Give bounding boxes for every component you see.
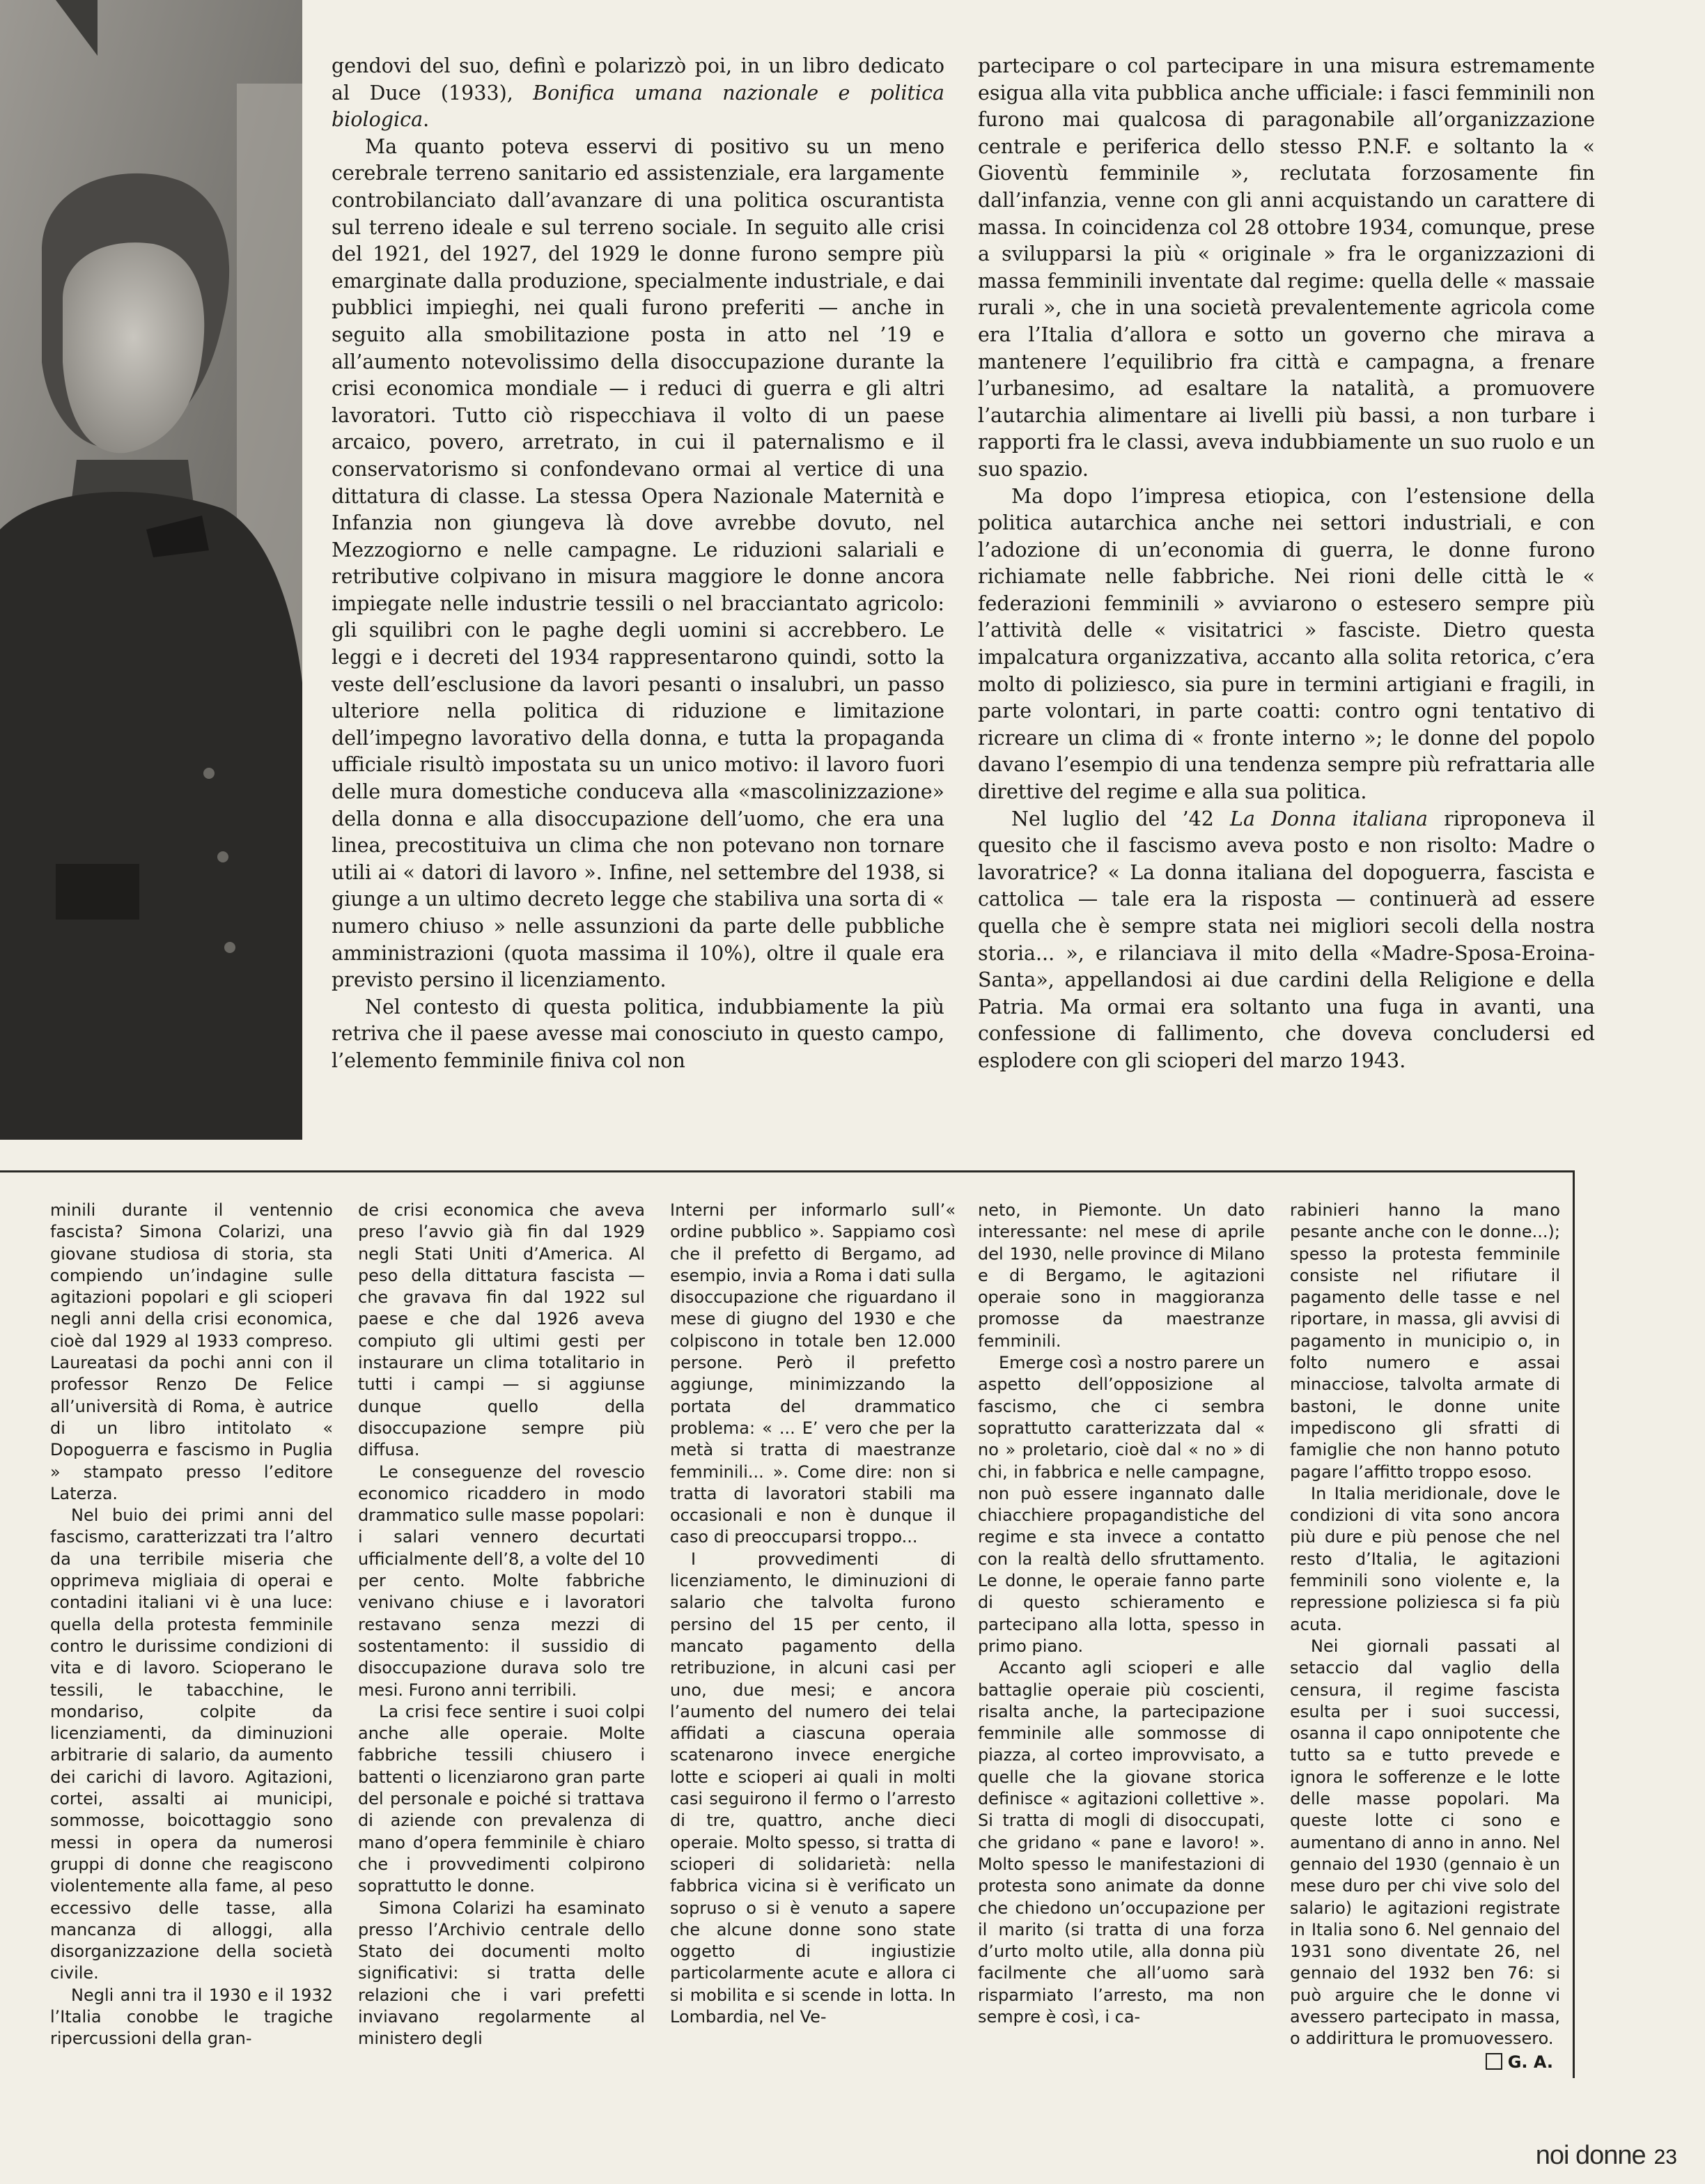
square-bullet-icon xyxy=(1486,2053,1502,2070)
paragraph: gendovi del suo, definì e polarizzò poi, in un libro dedicato al Duce (1933), Bonifica umana nazionale e politica biologica. xyxy=(332,54,944,132)
paragraph: Le conseguenze del rovescio economico ricaddero in modo drammatico sulle masse popolari: i salari vennero decurtati ufficialmente dell’8, a volte del 10 per cento. Molte fabbriche venivano chiuse e i lavoratori restavano senza mezzi di sostentamento: il sussidio di disoccupazione durava solo tre mesi. Furono anni terribili. xyxy=(358,1462,645,1700)
woman-in-uniform-photo-icon xyxy=(0,0,302,1140)
paragraph: Accanto agli scioperi e alle battaglie operaie più coscienti, risalta anche, la partecipazione femminile alle sommosse di piazza, al corteo improvvisato, a quelle che la giovane storica definisce « agitazioni collettive ». Si tratta di mogli di disoccupati, che gridano « pane e lavoro! ». Molto spesso le manifestazioni di protesta sono animate da donne che chiedono un’occupazione per il marito (si tratta di una forza d’urto molto utile, alla donna più facilmente che all’uomo sarà risparmiato l’arresto, ma non sempre è così, i ca- xyxy=(978,1658,1265,2027)
paragraph: Nei giornali passati al setaccio dal vaglio della censura, il regime fascista esulta per i suoi successi, osanna il capo onnipotente che tutto sa e tutto prevede e ignora le sofferenze e le lotte delle masse popolari. Ma queste lotte ci sono e aumentano di anno in anno. Nel gennaio del 1930 (gennaio è un mese duro per chi vive solo del salario) le agitazioni registrate in Italia sono 6. Nel gennaio del 1931 sono diventate 26, nel gennaio del 1932 ben 76: si può arguire che le donne vi avessero partecipato in massa, o addirittura le promuovessero. xyxy=(1290,1636,1560,2049)
paragraph: Nel contesto di questa politica, indubbiamente la più retriva che il paese avesse mai conosciuto in questo campo, l’elemento femminile finiva col non xyxy=(332,995,944,1072)
paragraph: neto, in Piemonte. Un dato interessante: nel mese di aprile del 1930, nelle province di Milano e di Bergamo, le agitazioni operaie sono in maggioranza promosse da maestranze femminili. xyxy=(978,1200,1265,1351)
paragraph: In Italia meridionale, dove le condizioni di vita sono ancora più dure e più penose che nel resto d’Italia, le agitazioni femminili sono violente e, la repressione poliziesca si fa più acuta. xyxy=(1290,1483,1560,1634)
paragraph: minili durante il ventennio fascista? Simona Colarizi, una giovane studiosa di storia, sta compiendo un’indagine sulle agitazioni popolari e gli scioperi negli anni della crisi economica, cioè dal 1929 al 1933 compreso. Laureatasi da pochi anni con il professor Renzo De Felice all’università di Roma, è autrice di un libro intitolato « Dopoguerra e fascismo in Puglia » stampato presso l’editore Laterza. xyxy=(50,1200,333,1503)
paragraph: Emerge così a nostro parere un aspetto dell’opposizione al fascismo, che ci sembra soprattutto caratterizzata dal « no » proletario, cioè dal « no » di chi, in fabbrica e nelle campagne, non può essere ingannato dalle chiacchiere propagandistiche del regime e sta invece a contatto con la realtà dello sfruttamento. Le donne, le operaie fanno parte di questo schieramento e partecipano alla lotta, spesso in primo piano. xyxy=(978,1353,1265,1656)
paragraph: rabinieri hanno la mano pesante anche con le donne...); spesso la protesta femminile consiste nel rifiutare il pagamento delle tasse e nel riportare, in massa, gli avvisi di pagamento in municipio o, in folto numero e assai minacciose, talvolta armate di bastoni, le donne unite impediscono gli sfratti di famiglie che non hanno potuto pagare l’affitto troppo esoso. xyxy=(1290,1200,1560,1482)
box-column-1 xyxy=(50,1200,333,2077)
paragraph: Negli anni tra il 1930 e il 1932 l’Italia conobbe le tragiche ripercussioni della gran- xyxy=(50,1985,333,2049)
box-column-3 xyxy=(670,1200,956,2077)
box-right-rule xyxy=(1573,1170,1575,2078)
paragraph: Interni per informarlo sull’« ordine pubblico ». Sappiamo così che il prefetto di Bergamo, ad esempio, invia a Roma i dati sulla disoccupazione che riguardano il mese di giugno del 1930 e che colpiscono in totale ben 12.000 persone. Però il prefetto aggiunge, minimizzando la portata del drammatico problema: « ... E’ vero che per la metà si tratta di maestranze femminili... ». Come dire: non si tratta di lavoratori stabili ma occasionali e non è dunque il caso di preoccuparsi troppo... xyxy=(670,1200,956,1547)
magazine-name: noi donne xyxy=(1535,2141,1646,2170)
paragraph: de crisi economica che aveva preso l’avvio già fin dal 1929 negli Stati Uniti d’America. Al peso della dittatura fascista — che gravava fin dal 1922 sul paese e che dal 1926 aveva compiuto gli ultimi gesti per instaurare un clima totalitario in tutti i campi — si aggiunse dunque quello della disoccupazione sempre più diffusa. xyxy=(358,1200,645,1460)
box-column-2 xyxy=(358,1200,645,2077)
page-footer xyxy=(1454,2141,1705,2171)
page-number: 23 xyxy=(1653,2146,1677,2169)
paragraph: La crisi fece sentire i suoi colpi anche alle operaie. Molte fabbriche tessili chiusero i battenti o licenziarono gran parte del personale e poiché si trattava di aziende con prevalenza di mano d’opera femminile è chiaro che i provvedimenti colpirono soprattutto le donne. xyxy=(358,1701,645,1896)
paragraph: Ma dopo l’impresa etiopica, con l’estensione della politica autarchica anche nei settori industriali, e con l’adozione di un’economia di guerra, le donne furono richiamate nelle fabbriche. Nei rioni delle città le « federazioni femminili » avviarono o estesero sempre più l’attività delle « visitatrici » fasciste. Dietro questa impalcatura organizzativa, accanto alla solita retorica, c’era molto di poliziesco, sia pure in termini artigiani e fragili, in parte volontari, in parte coatti: contro ogni tentativo di ricreare un clima di « fronte interno »; le donne del popolo davano l’esempio di una tendenza sempre più refrattaria alle direttive del regime e alla sua politica. xyxy=(978,484,1595,804)
author-signature: G. A. xyxy=(1486,2052,1553,2072)
paragraph: Nel luglio del ’42 La Donna italiana riproponeva il quesito che il fascismo aveva posto e non risolto: Madre o lavoratrice? « La donna italiana del dopoguerra, fascista e cattolica — tale era la risposta — continuerà ad essere quella che è sempre stata nei migliori secoli della nostra storia... », e rilanciava il mito della «Madre-Sposa-Eroina-Santa», appellandosi ai due cardini della Religione e della Patria. Ma ormai era soltanto una fuga in avanti, una confessione di fallimento, che doveva concludersi ed esplodere con gli scioperi del marzo 1943. xyxy=(978,807,1595,1072)
paragraph: Simona Colarizi ha esaminato presso l’Archivio centrale dello Stato dei documenti molto significativi: si tratta delle relazioni che i vari prefetti inviavano regolarmente al ministero degli xyxy=(358,1898,645,2049)
article-column-2 xyxy=(978,53,1595,1075)
woman-in-uniform-photo xyxy=(0,0,302,1140)
paragraph: I provvedimenti di licenziamento, le diminuzioni di salario che talvolta furono persino del 15 per cento, il mancato pagamento della retribuzione, in alcuni casi per uno, due mesi; e ancora l’aumento del numero dei telai affidati a ciascuna operaia scatenarono invece energiche lotte e scioperi ai quali in molti casi seguirono il fermo o l’arresto di tre, quattro, anche dieci operaie. Molto spesso, si tratta di scioperi di solidarietà: nella fabbrica vicina si è verificato un sopruso o si è venuto a sapere che alcune donne sono state oggetto di ingiustizie particolarmente acute e allora ci si mobilita e si scende in lotta. In Lombardia, nel Ve- xyxy=(670,1549,956,2027)
paragraph: Nel buio dei primi anni del fascismo, caratterizzati tra l’altro da una terribile miseria che opprimeva migliaia di operai e contadini italiani vi è una luce: quella della protesta femminile contro le durissime condizioni di vita e di lavoro. Scioperano le tessili, le tabacchine, le mondariso, colpite da licenziamenti, da diminuzioni arbitrarie di salario, da aumento dei carichi di lavoro. Agitazioni, cortei, assalti ai municipi, sommosse, boicottaggio sono messi in opera da numerosi gruppi di donne che reagiscono violentemente alla fame, al peso eccessivo delle tasse, alla mancanza di alloggi, alla disorganizzazione della società civile. xyxy=(50,1505,333,1983)
box-column-5 xyxy=(1290,1200,1560,2077)
box-top-rule xyxy=(0,1170,1574,1172)
paragraph: Ma quanto poteva esservi di positivo su un meno cerebrale terreno sanitario ed assistenziale, era largamente controbilanciato dall’avanzare di una politica oscurantista sul terreno ideale e sul terreno sociale. In seguito alle crisi del 1921, del 1927, del 1929 le donne furono sempre più emarginate dalla produzione, specialmente industriale, e dai pubblici impieghi, nei quali furono preferiti — anche in seguito alla smobilitazione posta in atto nel ’19 e all’aumento notevolissimo della disoccupazione durante la crisi economica mondiale — i reduci di guerra e gli altri lavoratori. Tutto ciò rispecchiava il volto di un paese arcaico, povero, arretrato, in cui il paternalismo e il conservatorismo si confondevano ormai al vertice di una dittatura di classe. La stessa Opera Nazionale Maternità e Infanzia non giungeva là dove avrebbe dovuto, nel Mezzogiorno e nelle campagne. Le riduzioni salariali e retributive colpivano in misura maggiore le donne ancora impiegate nelle industrie tessili o nel bracciantato agricolo: gli squilibri con le paghe degli uomini si accrebbero. Le leggi e i decreti del 1934 rappresentarono quindi, sotto la veste dell’esclusione da lavori pesanti o insalubri, un passo ulteriore nella politica di riduzione e limitazione dell’impegno lavorativo della donna, e tutta la propaganda ufficiale risultò impostata su un unico motivo: il lavoro fuori delle mura domestiche conduceva alla «mascolinizzazione» della donna e alla disoccupazione dell’uomo, che era una linea, precostituiva un clima che non potevano non tornare utili ai « datori di lavoro ». Infine, nel settembre del 1938, si giunge a un ultimo decreto legge che stabiliva una sorta di « numero chiuso » nelle assunzioni da parte delle pubbliche amministrazioni (quota massima il 10%), oltre il quale era previsto persino il licenziamento. xyxy=(332,134,944,992)
article-column-1 xyxy=(332,53,944,1075)
box-column-4 xyxy=(978,1200,1265,2077)
paragraph: partecipare o col partecipare in una misura estremamente esigua alla vita pubblica anche ufficiale: i fasci femminili non furono mai qualcosa di paragonabile all’organizzazione centrale e periferica dello stesso P.N.F. e soltanto la « Gioventù femminile », reclutata forzosamente fin dall’infanzia, venne con gli anni acquistando un carattere di massa. In coincidenza col 28 ottobre 1934, comunque, prese a svilupparsi la più « originale » fra le organizzazioni di massa femminili inventate dal regime: quella delle « massaie rurali », che in una società prevalentemente agricola come era l’Italia d’allora e sotto un governo che mirava a mantenere l’equilibrio fra città e campagna, a frenare l’urbanesimo, ad esaltare la natalità, a promuovere l’autarchia alimentare ai livelli più bassi, a non turbare i rapporti fra le classi, aveva indubbiamente un suo ruolo e un suo spazio. xyxy=(978,54,1595,481)
